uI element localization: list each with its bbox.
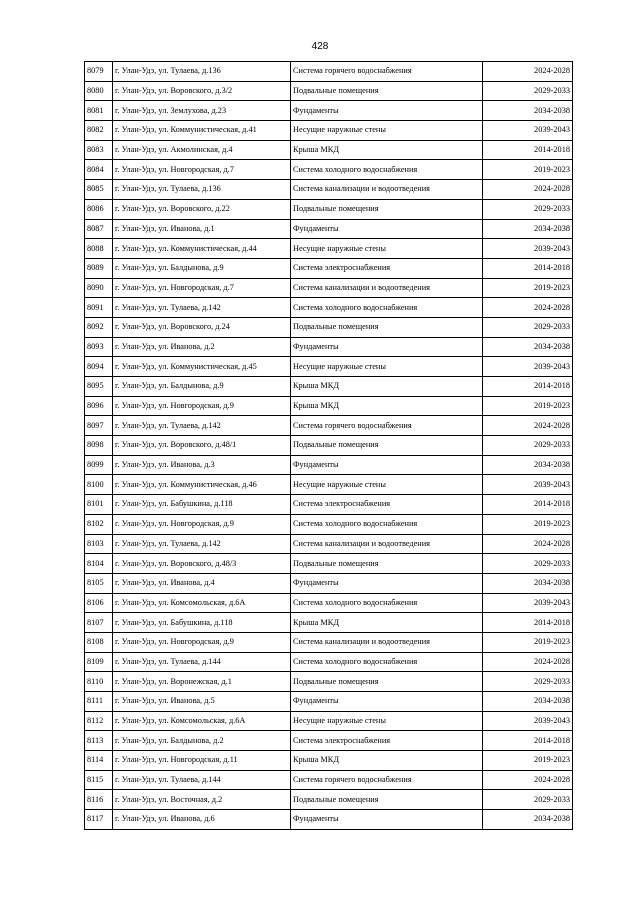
table-row xyxy=(85,514,573,534)
table-row xyxy=(85,258,573,278)
row-number-cell: 8093 xyxy=(85,337,113,357)
repair-period-cell: 2039-2043 xyxy=(483,239,573,259)
repair-schedule-table xyxy=(84,61,573,830)
address-cell: г. Улан-Удэ, ул. Коммунистическая, д.46 xyxy=(113,475,291,495)
repair-period-cell: 2014-2018 xyxy=(483,140,573,160)
table-row xyxy=(85,160,573,180)
address-cell: г. Улан-Удэ, ул. Новгородская, д.9 xyxy=(113,514,291,534)
table-row xyxy=(85,101,573,121)
row-number-cell: 8110 xyxy=(85,672,113,692)
row-number-cell: 8111 xyxy=(85,692,113,712)
row-number-cell: 8104 xyxy=(85,554,113,574)
repair-period-cell: 2029-2033 xyxy=(483,199,573,219)
address-cell: г. Улан-Удэ, ул. Тулаева, д.142 xyxy=(113,416,291,436)
repair-period-cell: 2024-2028 xyxy=(483,180,573,200)
repair-period-cell: 2029-2033 xyxy=(483,672,573,692)
repair-period-cell: 2024-2028 xyxy=(483,416,573,436)
address-cell: г. Улан-Удэ, ул. Тулаева, д.136 xyxy=(113,62,291,82)
repair-period-cell: 2014-2018 xyxy=(483,613,573,633)
repair-period-cell: 2014-2018 xyxy=(483,731,573,751)
address-cell: г. Улан-Удэ, ул. Восточная, д.2 xyxy=(113,790,291,810)
structural-element-cell: Система электроснабжения xyxy=(291,731,483,751)
row-number-cell: 8098 xyxy=(85,436,113,456)
table-row xyxy=(85,298,573,318)
table-row xyxy=(85,62,573,82)
address-cell: г. Улан-Удэ, ул. Новгородская, д.9 xyxy=(113,632,291,652)
row-number-cell: 8085 xyxy=(85,180,113,200)
row-number-cell: 8092 xyxy=(85,317,113,337)
row-number-cell: 8112 xyxy=(85,711,113,731)
table-row xyxy=(85,219,573,239)
repair-period-cell: 2034-2038 xyxy=(483,573,573,593)
structural-element-cell: Подвальные помещения xyxy=(291,81,483,101)
repair-period-cell: 2034-2038 xyxy=(483,810,573,830)
structural-element-cell: Система холодного водоснабжения xyxy=(291,298,483,318)
structural-element-cell: Крыша МКД xyxy=(291,396,483,416)
row-number-cell: 8090 xyxy=(85,278,113,298)
address-cell: г. Улан-Удэ, ул. Балдынова, д.9 xyxy=(113,258,291,278)
repair-period-cell: 2034-2038 xyxy=(483,692,573,712)
structural-element-cell: Подвальные помещения xyxy=(291,790,483,810)
table-row xyxy=(85,377,573,397)
table-row xyxy=(85,711,573,731)
row-number-cell: 8083 xyxy=(85,140,113,160)
address-cell: г. Улан-Удэ, ул. Бабушкина, д.118 xyxy=(113,613,291,633)
repair-period-cell: 2029-2033 xyxy=(483,436,573,456)
address-cell: г. Улан-Удэ, ул. Землухова, д.23 xyxy=(113,101,291,121)
structural-element-cell: Фундаменты xyxy=(291,101,483,121)
row-number-cell: 8115 xyxy=(85,770,113,790)
address-cell: г. Улан-Удэ, ул. Воровского, д.24 xyxy=(113,317,291,337)
repair-period-cell: 2024-2028 xyxy=(483,62,573,82)
address-cell: г. Улан-Удэ, ул. Иванова, д.5 xyxy=(113,692,291,712)
address-cell: г. Улан-Удэ, ул. Иванова, д.6 xyxy=(113,810,291,830)
structural-element-cell: Система канализации и водоотведения xyxy=(291,534,483,554)
table-row xyxy=(85,239,573,259)
table-row xyxy=(85,751,573,771)
repair-period-cell: 2019-2023 xyxy=(483,278,573,298)
row-number-cell: 8103 xyxy=(85,534,113,554)
address-cell: г. Улан-Удэ, ул. Бабушкина, д.118 xyxy=(113,495,291,515)
table-row xyxy=(85,357,573,377)
table-row xyxy=(85,121,573,141)
row-number-cell: 8095 xyxy=(85,377,113,397)
structural-element-cell: Система холодного водоснабжения xyxy=(291,593,483,613)
structural-element-cell: Фундаменты xyxy=(291,455,483,475)
repair-period-cell: 2014-2018 xyxy=(483,495,573,515)
table-row xyxy=(85,652,573,672)
structural-element-cell: Система электроснабжения xyxy=(291,495,483,515)
row-number-cell: 8117 xyxy=(85,810,113,830)
row-number-cell: 8097 xyxy=(85,416,113,436)
repair-period-cell: 2039-2043 xyxy=(483,357,573,377)
address-cell: г. Улан-Удэ, ул. Иванова, д.4 xyxy=(113,573,291,593)
repair-period-cell: 2029-2033 xyxy=(483,81,573,101)
structural-element-cell: Крыша МКД xyxy=(291,377,483,397)
repair-period-cell: 2019-2023 xyxy=(483,396,573,416)
repair-period-cell: 2029-2033 xyxy=(483,554,573,574)
structural-element-cell: Подвальные помещения xyxy=(291,554,483,574)
row-number-cell: 8094 xyxy=(85,357,113,377)
row-number-cell: 8084 xyxy=(85,160,113,180)
structural-element-cell: Подвальные помещения xyxy=(291,672,483,692)
structural-element-cell: Подвальные помещения xyxy=(291,436,483,456)
row-number-cell: 8113 xyxy=(85,731,113,751)
structural-element-cell: Несущие наружные стены xyxy=(291,357,483,377)
table-row xyxy=(85,475,573,495)
structural-element-cell: Система горячего водоснабжения xyxy=(291,416,483,436)
structural-element-cell: Несущие наружные стены xyxy=(291,711,483,731)
row-number-cell: 8099 xyxy=(85,455,113,475)
row-number-cell: 8080 xyxy=(85,81,113,101)
address-cell: г. Улан-Удэ, ул. Комсомольская, д.6А xyxy=(113,593,291,613)
table-row xyxy=(85,770,573,790)
table-row xyxy=(85,416,573,436)
structural-element-cell: Система холодного водоснабжения xyxy=(291,514,483,534)
row-number-cell: 8086 xyxy=(85,199,113,219)
address-cell: г. Улан-Удэ, ул. Воронежская, д.1 xyxy=(113,672,291,692)
repair-period-cell: 2024-2028 xyxy=(483,298,573,318)
structural-element-cell: Крыша МКД xyxy=(291,751,483,771)
repair-period-cell: 2019-2023 xyxy=(483,514,573,534)
address-cell: г. Улан-Удэ, ул. Новгородская, д.7 xyxy=(113,278,291,298)
row-number-cell: 8087 xyxy=(85,219,113,239)
repair-period-cell: 2019-2023 xyxy=(483,160,573,180)
table-row xyxy=(85,593,573,613)
address-cell: г. Улан-Удэ, ул. Тулаева, д.136 xyxy=(113,180,291,200)
repair-period-cell: 2019-2023 xyxy=(483,632,573,652)
table-row xyxy=(85,396,573,416)
repair-period-cell: 2039-2043 xyxy=(483,121,573,141)
page-number: 428 xyxy=(311,41,329,52)
address-cell: г. Улан-Удэ, ул. Воровского, д.3/2 xyxy=(113,81,291,101)
address-cell: г. Улан-Удэ, ул. Балдынова, д.2 xyxy=(113,731,291,751)
structural-element-cell: Система электроснабжения xyxy=(291,258,483,278)
structural-element-cell: Подвальные помещения xyxy=(291,317,483,337)
repair-period-cell: 2039-2043 xyxy=(483,593,573,613)
address-cell: г. Улан-Удэ, ул. Акмолинская, д.4 xyxy=(113,140,291,160)
repair-period-cell: 2014-2018 xyxy=(483,377,573,397)
address-cell: г. Улан-Удэ, ул. Воровского, д.48/1 xyxy=(113,436,291,456)
repair-period-cell: 2024-2028 xyxy=(483,652,573,672)
row-number-cell: 8114 xyxy=(85,751,113,771)
row-number-cell: 8088 xyxy=(85,239,113,259)
repair-period-cell: 2029-2033 xyxy=(483,317,573,337)
address-cell: г. Улан-Удэ, ул. Тулаева, д.144 xyxy=(113,770,291,790)
table-row xyxy=(85,495,573,515)
table-row xyxy=(85,180,573,200)
table-row xyxy=(85,632,573,652)
table-body xyxy=(85,62,573,830)
address-cell: г. Улан-Удэ, ул. Иванова, д.2 xyxy=(113,337,291,357)
structural-element-cell: Фундаменты xyxy=(291,692,483,712)
table-row xyxy=(85,81,573,101)
table-row xyxy=(85,278,573,298)
structural-element-cell: Система канализации и водоотведения xyxy=(291,632,483,652)
address-cell: г. Улан-Удэ, ул. Балдынова, д.9 xyxy=(113,377,291,397)
row-number-cell: 8100 xyxy=(85,475,113,495)
repair-period-cell: 2034-2038 xyxy=(483,219,573,239)
structural-element-cell: Фундаменты xyxy=(291,337,483,357)
table-row xyxy=(85,199,573,219)
address-cell: г. Улан-Удэ, ул. Тулаева, д.144 xyxy=(113,652,291,672)
row-number-cell: 8102 xyxy=(85,514,113,534)
structural-element-cell: Система канализации и водоотведения xyxy=(291,180,483,200)
table-row xyxy=(85,534,573,554)
table-row xyxy=(85,790,573,810)
address-cell: г. Улан-Удэ, ул. Коммунистическая, д.45 xyxy=(113,357,291,377)
row-number-cell: 8107 xyxy=(85,613,113,633)
repair-period-cell: 2024-2028 xyxy=(483,534,573,554)
row-number-cell: 8106 xyxy=(85,593,113,613)
address-cell: г. Улан-Удэ, ул. Комсомольская, д.6А xyxy=(113,711,291,731)
row-number-cell: 8109 xyxy=(85,652,113,672)
row-number-cell: 8108 xyxy=(85,632,113,652)
structural-element-cell: Несущие наружные стены xyxy=(291,239,483,259)
structural-element-cell: Подвальные помещения xyxy=(291,199,483,219)
repair-period-cell: 2039-2043 xyxy=(483,711,573,731)
structural-element-cell: Фундаменты xyxy=(291,810,483,830)
table-row xyxy=(85,672,573,692)
address-cell: г. Улан-Удэ, ул. Иванова, д.1 xyxy=(113,219,291,239)
structural-element-cell: Фундаменты xyxy=(291,573,483,593)
structural-element-cell: Система горячего водоснабжения xyxy=(291,62,483,82)
address-cell: г. Улан-Удэ, ул. Иванова, д.3 xyxy=(113,455,291,475)
structural-element-cell: Система холодного водоснабжения xyxy=(291,652,483,672)
table-row xyxy=(85,436,573,456)
row-number-cell: 8091 xyxy=(85,298,113,318)
row-number-cell: 8079 xyxy=(85,62,113,82)
row-number-cell: 8116 xyxy=(85,790,113,810)
row-number-cell: 8096 xyxy=(85,396,113,416)
address-cell: г. Улан-Удэ, ул. Новгородская, д.9 xyxy=(113,396,291,416)
structural-element-cell: Система горячего водоснабжения xyxy=(291,770,483,790)
address-cell: г. Улан-Удэ, ул. Воровского, д.48/3 xyxy=(113,554,291,574)
repair-period-cell: 2029-2033 xyxy=(483,790,573,810)
table-row xyxy=(85,337,573,357)
repair-period-cell: 2034-2038 xyxy=(483,455,573,475)
table-row xyxy=(85,692,573,712)
table-row xyxy=(85,455,573,475)
table-row xyxy=(85,317,573,337)
table-row xyxy=(85,554,573,574)
row-number-cell: 8082 xyxy=(85,121,113,141)
table-row xyxy=(85,810,573,830)
repair-period-cell: 2024-2028 xyxy=(483,770,573,790)
address-cell: г. Улан-Удэ, ул. Тулаева, д.142 xyxy=(113,298,291,318)
table-row xyxy=(85,613,573,633)
row-number-cell: 8105 xyxy=(85,573,113,593)
table-row xyxy=(85,573,573,593)
address-cell: г. Улан-Удэ, ул. Коммунистическая, д.41 xyxy=(113,121,291,141)
address-cell: г. Улан-Удэ, ул. Воровского, д.22 xyxy=(113,199,291,219)
row-number-cell: 8081 xyxy=(85,101,113,121)
repair-period-cell: 2014-2018 xyxy=(483,258,573,278)
structural-element-cell: Система холодного водоснабжения xyxy=(291,160,483,180)
address-cell: г. Улан-Удэ, ул. Новгородская, д.11 xyxy=(113,751,291,771)
table-row xyxy=(85,140,573,160)
repair-period-cell: 2039-2043 xyxy=(483,475,573,495)
row-number-cell: 8101 xyxy=(85,495,113,515)
address-cell: г. Улан-Удэ, ул. Тулаева, д.142 xyxy=(113,534,291,554)
address-cell: г. Улан-Удэ, ул. Новгородская, д.7 xyxy=(113,160,291,180)
row-number-cell: 8089 xyxy=(85,258,113,278)
table-row xyxy=(85,731,573,751)
structural-element-cell: Система канализации и водоотведения xyxy=(291,278,483,298)
repair-period-cell: 2034-2038 xyxy=(483,337,573,357)
repair-period-cell: 2034-2038 xyxy=(483,101,573,121)
structural-element-cell: Несущие наружные стены xyxy=(291,475,483,495)
structural-element-cell: Крыша МКД xyxy=(291,613,483,633)
structural-element-cell: Несущие наружные стены xyxy=(291,121,483,141)
repair-period-cell: 2019-2023 xyxy=(483,751,573,771)
address-cell: г. Улан-Удэ, ул. Коммунистическая, д.44 xyxy=(113,239,291,259)
structural-element-cell: Фундаменты xyxy=(291,219,483,239)
structural-element-cell: Крыша МКД xyxy=(291,140,483,160)
